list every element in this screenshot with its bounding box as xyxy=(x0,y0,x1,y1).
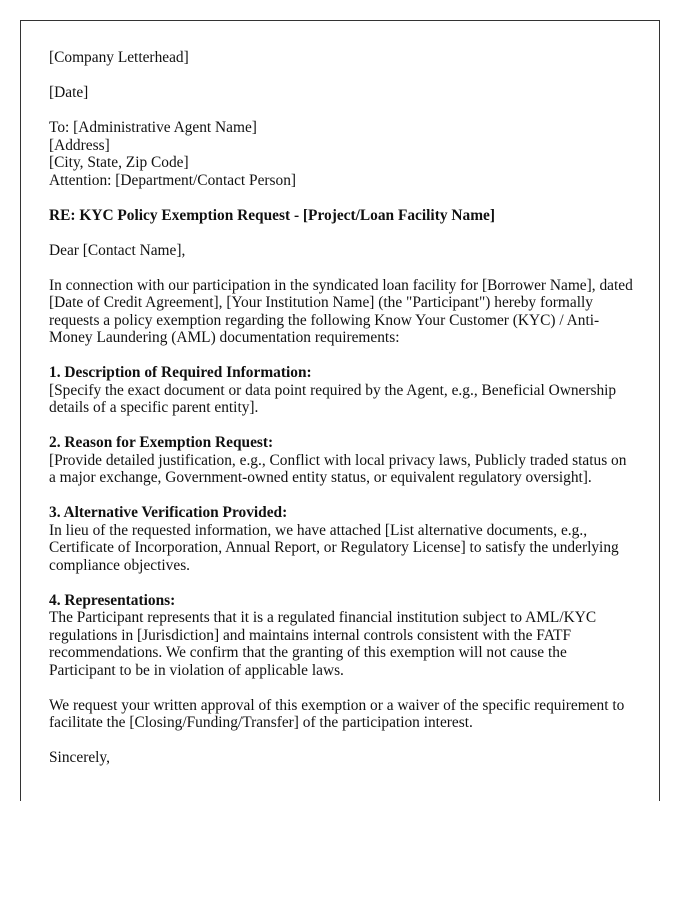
letter-body xyxy=(49,49,633,784)
section-reason-for-exemption xyxy=(49,434,633,487)
letter-page xyxy=(20,20,660,801)
salutation: Dear [Contact Name], xyxy=(49,241,186,259)
section-required-information xyxy=(49,364,633,417)
recipient-attention: Attention: [Department/Contact Person] xyxy=(49,171,297,189)
section-body: In lieu of the requested information, we have attached [List alternative documents, e.g., Certificate of Incorporation, Annual Report, or Regulatory License] to satisfy the underlying compliance objectives. xyxy=(49,521,619,574)
recipient-to: To: [Administrative Agent Name] xyxy=(49,119,257,136)
recipient-address: [Address] xyxy=(49,136,110,154)
section-title: 3. Alternative Verification Provided: xyxy=(49,504,288,521)
section-alternative-verification xyxy=(49,504,633,574)
intro-paragraph: In connection with our participation in the syndicated loan facility for [Borrower Name], dated [Date of Credit Agreement], [Your Institution Name] (the "Participant") hereby formally requests a policy exemption regarding the following Know Your Customer (KYC) / Anti-Money Laundering (AML) documentation requirements: xyxy=(49,276,633,346)
recipient-city-state-zip: [City, State, Zip Code] xyxy=(49,154,189,171)
recipient-block xyxy=(49,119,633,189)
closing-request: We request your written approval of this exemption or a waiver of the specific requirement to facilitate the [Closing/Funding/Transfer] of the participation interest. xyxy=(49,696,625,731)
section-title: 1. Description of Required Information: xyxy=(49,364,312,381)
letter-date: [Date] xyxy=(49,84,89,101)
company-letterhead: [Company Letterhead] xyxy=(49,49,189,66)
section-body: [Provide detailed justification, e.g., Conflict with local privacy laws, Publicly traded status on a major exchange, Government-owned entity status, or equivalent regulatory oversight]. xyxy=(49,451,627,486)
sign-off: Sincerely, xyxy=(49,749,110,766)
section-body: [Specify the exact document or data point required by the Agent, e.g., Beneficial Ownership details of a specific parent entity]. xyxy=(49,381,617,416)
section-representations xyxy=(49,592,633,680)
subject-line: RE: KYC Policy Exemption Request - [Project/Loan Facility Name] xyxy=(49,206,495,224)
section-body: The Participant represents that it is a regulated financial institution subject to AML/KYC regulations in [Jurisdiction] and maintains internal controls consistent with the FATF recommendations. We confirm that the granting of this exemption will not cause the Participant to be in violation of applicable laws. xyxy=(49,609,597,679)
section-title: 2. Reason for Exemption Request: xyxy=(49,434,274,451)
section-title: 4. Representations: xyxy=(49,591,176,609)
